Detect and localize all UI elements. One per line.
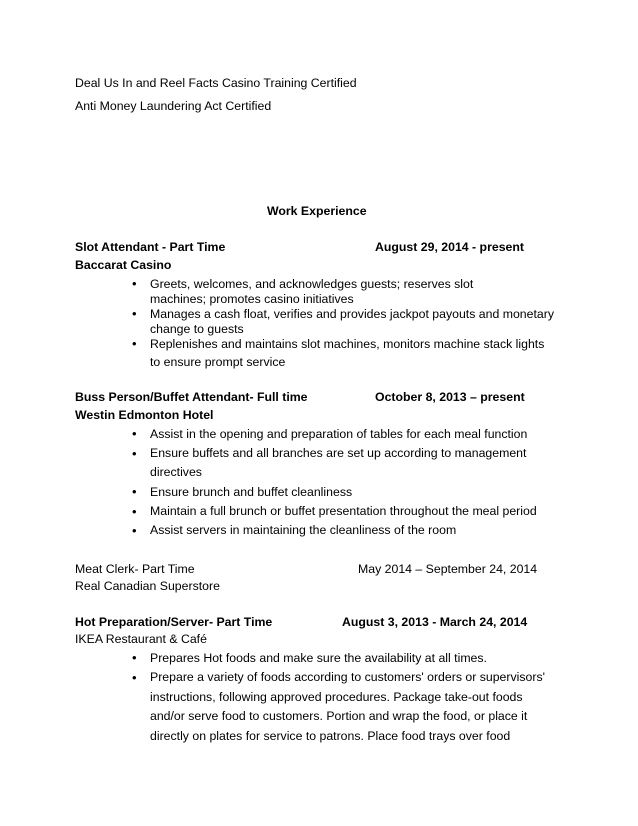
bullet-icon: • [132, 650, 137, 665]
bullet-icon: • [132, 484, 137, 499]
bullet-icon: • [132, 426, 137, 441]
bullet-icon: • [132, 523, 137, 538]
job1-bullet2-line2: change to guests [150, 322, 244, 336]
job-title-4: Hot Preparation/Server- Part Time [75, 615, 273, 629]
certification-2: Anti Money Laundering Act Certified [75, 99, 272, 113]
job4-bullet2-line4: directly on plates for service to patrons. Place food trays over food [150, 729, 511, 743]
job2-bullet2-line1: Ensure buffets and all branches are set up according to management [150, 446, 527, 460]
job-employer-3: Real Canadian Superstore [75, 579, 220, 593]
job-dates-4: August 3, 2013 - March 24, 2014 [342, 615, 528, 629]
job1-bullet3-line1: Replenishes and maintains slot machines, monitors machine stack lights [150, 337, 545, 351]
certification-1: Deal Us In and Reel Facts Casino Training Certified [75, 76, 357, 90]
bullet-icon: • [132, 446, 137, 461]
bullet-icon: • [132, 504, 137, 519]
job4-bullet2-line2: instructions, following approved procedures. Package take-out foods [150, 690, 523, 704]
job2-bullet3-line1: Ensure brunch and buffet cleanliness [150, 485, 353, 499]
job1-bullet1-line1: Greets, welcomes, and acknowledges guests; reserves slot [150, 277, 474, 291]
bullet-icon: • [132, 670, 137, 685]
bullet-icon: • [132, 276, 137, 291]
job-dates-3: May 2014 – September 24, 2014 [358, 562, 538, 576]
job-dates-2: October 8, 2013 – present [375, 390, 525, 404]
job4-bullet1-line1: Prepares Hot foods and make sure the availability at all times. [150, 651, 487, 665]
job-employer-4: IKEA Restaurant & Café [75, 632, 207, 646]
bullet-icon: • [132, 336, 137, 351]
job1-bullet1-line2: machines; promotes casino initiatives [150, 292, 354, 306]
bullet-icon: • [132, 306, 137, 321]
job-dates-1: August 29, 2014 - present [375, 240, 524, 254]
job4-bullet2-line3: and/or serve food to customers. Portion and wrap the food, or place it [150, 709, 528, 723]
job-title-3: Meat Clerk- Part Time [75, 562, 195, 576]
job2-bullet2-line2: directives [150, 465, 202, 479]
job-employer-2: Westin Edmonton Hotel [75, 408, 214, 422]
job2-bullet4-line1: Maintain a full brunch or buffet presentation throughout the meal period [150, 504, 537, 518]
job1-bullet3-line2: to ensure prompt service [150, 355, 286, 369]
job2-bullet1-line1: Assist in the opening and preparation of tables for each meal function [150, 427, 528, 441]
job-employer-1: Baccarat Casino [75, 258, 172, 272]
job4-bullet2-line1: Prepare a variety of foods according to customers' orders or supervisors' [150, 670, 545, 684]
section-title: Work Experience [267, 204, 367, 218]
job1-bullet2-line1: Manages a cash float, verifies and provides jackpot payouts and monetary [150, 307, 554, 321]
job-title-2: Buss Person/Buffet Attendant- Full time [75, 390, 308, 404]
job2-bullet5-line1: Assist servers in maintaining the cleanliness of the room [150, 523, 457, 537]
job-title-1: Slot Attendant - Part Time [75, 240, 226, 254]
